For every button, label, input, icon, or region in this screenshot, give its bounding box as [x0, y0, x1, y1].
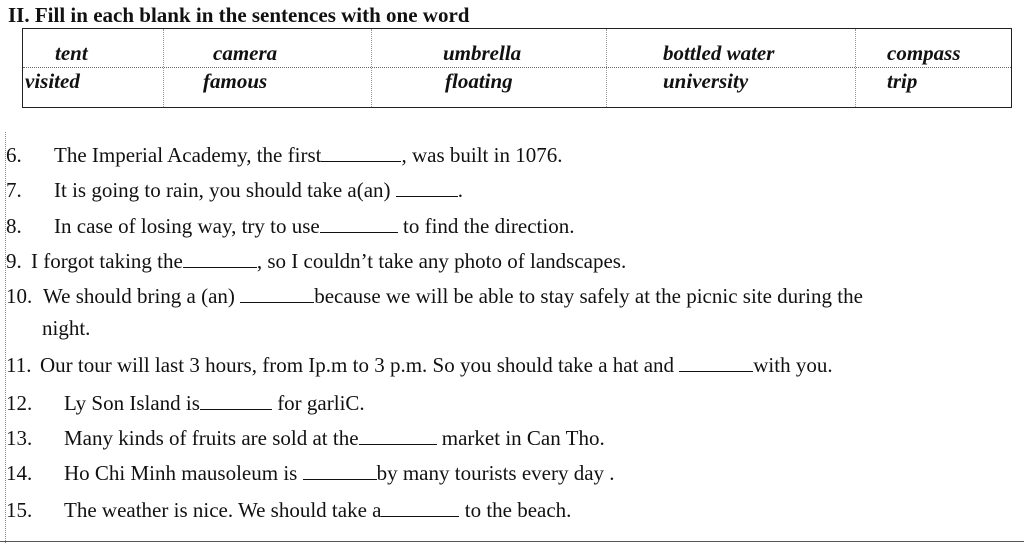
question-text-after: with you.: [753, 353, 833, 377]
word-cell-tent: tent: [55, 41, 88, 65]
word-cell-visited: visited: [25, 69, 80, 93]
question-text-after: to find the direction.: [397, 214, 575, 238]
question-text-after: by many tourists every day .: [376, 461, 615, 485]
answer-blank[interactable]: [183, 249, 257, 268]
question-number: 8.: [6, 214, 22, 238]
word-cell-university: university: [663, 69, 749, 93]
question-8: [6, 214, 574, 238]
word-cell-compass: compass: [887, 41, 961, 65]
word-cell-umbrella: umbrella: [443, 41, 522, 65]
word-cell-floating: floating: [445, 69, 513, 93]
question-text-before: We should bring a (an): [43, 284, 241, 308]
answer-blank[interactable]: [240, 284, 314, 303]
word-cell-trip: trip: [887, 69, 918, 93]
answer-blank[interactable]: [200, 391, 272, 410]
question-text-after: market in Can Tho.: [436, 426, 605, 450]
question-13: [6, 426, 605, 450]
question-text-after: , so I couldn’t take any photo of landscapes.: [256, 249, 627, 273]
question-number: 6.: [6, 143, 22, 167]
question-number: 10.: [6, 284, 33, 308]
question-12: [6, 391, 365, 415]
word-cell-bottled-water: bottled water: [663, 41, 775, 65]
question-text-after: for garliC.: [271, 391, 365, 415]
question-14: [6, 461, 615, 485]
question-number: 14.: [6, 461, 33, 485]
question-7: [6, 178, 463, 202]
table-column-divider: [163, 29, 164, 107]
answer-blank[interactable]: [303, 461, 377, 480]
answer-blank[interactable]: [320, 214, 398, 233]
question-15: [6, 498, 571, 522]
question-number: 7.: [6, 178, 22, 202]
question-text-after: .: [457, 178, 464, 202]
question-10-continuation: night.: [42, 316, 91, 340]
question-text-before: It is going to rain, you should take a(an): [54, 178, 396, 202]
table-row-divider: [23, 67, 1011, 68]
answer-blank[interactable]: [396, 178, 458, 197]
word-cell-famous: famous: [203, 69, 268, 93]
answer-blank[interactable]: [679, 353, 753, 372]
question-number: 12.: [6, 391, 33, 415]
exercise-heading: II. Fill in each blank in the sentences with one word: [8, 3, 470, 27]
answer-blank[interactable]: [359, 426, 437, 445]
question-number: 11.: [6, 353, 32, 377]
table-column-divider: [371, 29, 372, 107]
question-number: 13.: [6, 426, 33, 450]
question-6: [6, 143, 562, 167]
question-number: 9.: [6, 249, 22, 273]
word-bank-table: [22, 28, 1012, 108]
question-text-before: In case of losing way, try to use: [54, 214, 320, 238]
table-column-divider: [855, 29, 856, 107]
question-text-after: to the beach.: [459, 498, 572, 522]
table-column-divider: [606, 29, 607, 107]
question-9: [6, 249, 626, 273]
bottom-rule: [0, 541, 1024, 542]
question-number: 15.: [6, 498, 33, 522]
word-cell-camera: camera: [213, 41, 278, 65]
question-text-before: Many kinds of fruits are sold at the: [64, 426, 359, 450]
question-text-before: I forgot taking the: [31, 249, 183, 273]
question-10: [6, 284, 863, 308]
question-11: [6, 353, 833, 377]
question-text-after: , was built in 1076.: [401, 143, 563, 167]
question-text-before: Our tour will last 3 hours, from Ip.m to 3 p.m. So you should take a hat and: [40, 353, 680, 377]
question-text-before: Ly Son Island is: [64, 391, 200, 415]
question-text-after: because we will be able to stay safely at the picnic site during the: [314, 284, 863, 308]
question-text-before: The weather is nice. We should take a: [64, 498, 382, 522]
answer-blank[interactable]: [321, 143, 401, 162]
question-text-before: Ho Chi Minh mausoleum is: [64, 461, 303, 485]
answer-blank[interactable]: [381, 498, 459, 517]
question-text-before: The Imperial Academy, the first: [54, 143, 322, 167]
